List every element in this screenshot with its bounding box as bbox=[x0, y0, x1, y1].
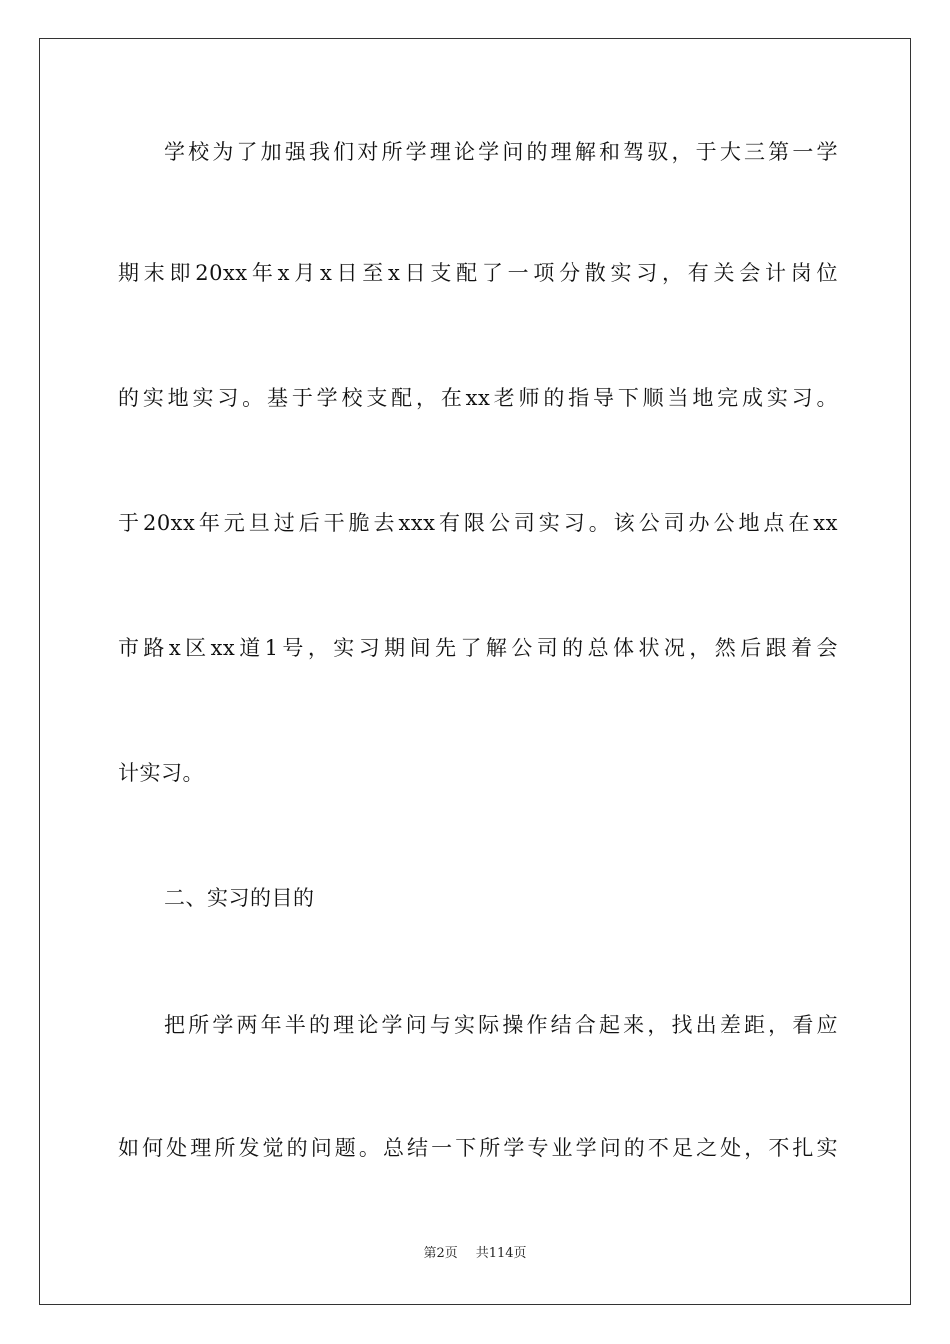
section-heading: 二、实习的目的 bbox=[164, 886, 315, 910]
paragraph-line-5: 市路x区xx道1号，实习期间先了解公司的总体状况，然后跟着会 bbox=[118, 636, 838, 660]
paragraph-line-1: 学校为了加强我们对所学理论学问的理解和驾驭，于大三第一学 bbox=[164, 140, 838, 164]
paragraph-line-7: 把所学两年半的理论学问与实际操作结合起来，找出差距，看应 bbox=[164, 1013, 838, 1037]
page-total: 共114页 bbox=[475, 1246, 527, 1261]
paragraph-line-6: 计实习。 bbox=[118, 761, 204, 785]
page-footer bbox=[0, 1245, 950, 1263]
page-border bbox=[39, 38, 911, 1305]
paragraph-line-4: 于20xx年元旦过后干脆去xxx有限公司实习。该公司办公地点在xx bbox=[118, 511, 838, 535]
paragraph-line-3: 的实地实习。基于学校支配，在xx老师的指导下顺当地完成实习。 bbox=[118, 386, 838, 410]
page-number: 第2页 bbox=[423, 1246, 458, 1261]
paragraph-line-8: 如何处理所发觉的问题。总结一下所学专业学问的不足之处，不扎实 bbox=[118, 1136, 838, 1160]
paragraph-line-2: 期末即20xx年x月x日至x日支配了一项分散实习，有关会计岗位 bbox=[118, 261, 838, 285]
